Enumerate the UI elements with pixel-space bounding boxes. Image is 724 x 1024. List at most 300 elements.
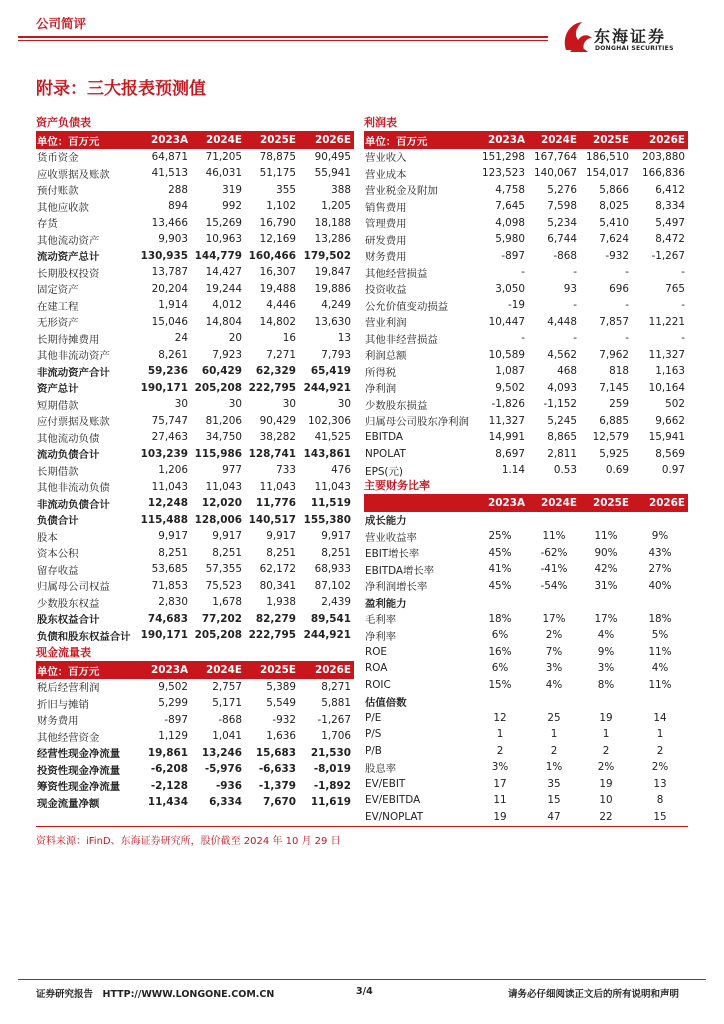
row-value: -1,892 xyxy=(313,779,351,792)
row-value: 696 xyxy=(609,282,629,295)
header-rule xyxy=(18,36,548,38)
row-value: 1,102 xyxy=(266,200,296,213)
row-value: 4,562 xyxy=(547,348,577,361)
row-value: 19,488 xyxy=(259,282,296,295)
row-value: 7,645 xyxy=(495,200,525,213)
row-value: 205,208 xyxy=(194,629,242,642)
table-header-row xyxy=(364,495,688,512)
row-label: 少数股东损益 xyxy=(365,399,428,412)
table-row xyxy=(364,347,688,364)
row-label: 留存收益 xyxy=(37,564,79,577)
row-value: 45% xyxy=(488,579,512,592)
row-value: 20 xyxy=(228,332,242,345)
row-value: 11% xyxy=(648,645,672,658)
row-label: ROA xyxy=(365,662,388,675)
row-value: 90,495 xyxy=(314,150,351,163)
row-value: - xyxy=(681,266,685,279)
row-label: 在建工程 xyxy=(37,300,79,313)
table-row xyxy=(364,743,688,760)
row-value: 15,269 xyxy=(205,216,242,229)
table-row xyxy=(364,330,688,347)
row-value: 11,519 xyxy=(310,497,351,510)
row-value: 9% xyxy=(597,645,615,658)
report-type-tag: 公司简评 xyxy=(36,16,87,31)
row-value: -868 xyxy=(218,713,242,726)
table-row xyxy=(36,728,354,745)
row-label: 研发费用 xyxy=(365,234,407,247)
row-value: 90% xyxy=(594,546,618,559)
row-value: 1,129 xyxy=(158,730,188,743)
cash-flow-block xyxy=(36,644,354,811)
row-value: 8,334 xyxy=(655,200,685,213)
row-value: 222,795 xyxy=(248,381,296,394)
row-value: 62,329 xyxy=(255,365,296,378)
row-value: 11 xyxy=(493,794,507,807)
row-value: 34,750 xyxy=(205,431,242,444)
row-value: - xyxy=(625,266,629,279)
row-value: 17% xyxy=(594,612,618,625)
row-value: 10,447 xyxy=(488,315,525,328)
table-row xyxy=(364,545,688,562)
row-value: 5,866 xyxy=(599,183,629,196)
row-value: 35 xyxy=(547,777,561,790)
header-year: 2026E xyxy=(632,132,688,149)
row-value: 11,327 xyxy=(488,414,525,427)
row-label: 其他非经营损益 xyxy=(365,333,438,346)
row-value: 9,662 xyxy=(655,414,685,427)
row-value: - xyxy=(573,299,577,312)
row-label: 资本公积 xyxy=(37,548,79,561)
row-value: 115,488 xyxy=(140,513,188,526)
row-value: 5,549 xyxy=(266,697,296,710)
row-value: 82,279 xyxy=(255,612,296,625)
footer-disclaimer: 请务必仔细阅读正文后的所有说明和声明 xyxy=(508,989,680,1000)
row-label: 长期借款 xyxy=(37,465,79,478)
row-value: 68,933 xyxy=(314,563,351,576)
row-value: 2% xyxy=(545,629,563,642)
row-value: 16,790 xyxy=(259,216,296,229)
row-value: - xyxy=(573,332,577,345)
row-value: -1,267 xyxy=(651,249,685,262)
row-value: -1,152 xyxy=(543,398,577,411)
row-value: 21,530 xyxy=(310,746,351,759)
table-row xyxy=(36,248,354,265)
row-value: -936 xyxy=(215,779,242,792)
row-value: 41% xyxy=(488,563,512,576)
row-value: 8,569 xyxy=(655,447,685,460)
row-value: 87,102 xyxy=(314,579,351,592)
row-value: - xyxy=(625,299,629,312)
row-label: 流动资产总计 xyxy=(37,251,100,264)
table-row xyxy=(364,759,688,776)
row-value: 155,380 xyxy=(303,513,351,526)
row-value: 15 xyxy=(653,810,667,823)
row-value: 190,171 xyxy=(140,629,188,642)
row-value: 8% xyxy=(597,678,615,691)
row-value: 46,031 xyxy=(205,167,242,180)
row-value: -6,208 xyxy=(150,763,188,776)
row-value: 288 xyxy=(168,183,188,196)
table-row xyxy=(364,611,688,628)
row-value: 222,795 xyxy=(248,629,296,642)
row-label: EV/NOPLAT xyxy=(365,810,424,823)
row-value: 167,764 xyxy=(534,150,577,163)
row-value: 7,857 xyxy=(599,315,629,328)
table-row xyxy=(364,561,688,578)
header-year: 2026E xyxy=(299,132,354,149)
table-row xyxy=(36,627,354,644)
row-label: 负债合计 xyxy=(37,515,79,528)
row-value: - xyxy=(521,266,525,279)
row-value: 12 xyxy=(493,711,507,724)
table-row xyxy=(36,215,354,232)
row-value: 11% xyxy=(594,530,618,543)
row-value: 41,513 xyxy=(151,167,188,180)
row-value: 140,517 xyxy=(248,513,296,526)
logo-name-en: DONGHAI SECURITIES xyxy=(595,45,674,52)
row-value: 1.14 xyxy=(501,464,525,477)
header-year: 2023A xyxy=(136,662,191,679)
row-value: 5,245 xyxy=(547,414,577,427)
row-value: 1,706 xyxy=(321,730,351,743)
row-value: 5,881 xyxy=(321,697,351,710)
row-value: 4% xyxy=(597,629,615,642)
row-value: 30 xyxy=(228,398,242,411)
row-value: 17% xyxy=(542,612,566,625)
row-label: 财务费用 xyxy=(37,715,79,728)
table-row xyxy=(36,745,354,762)
ratios-table xyxy=(364,495,688,825)
row-value: 17 xyxy=(493,777,507,790)
row-value: 8,251 xyxy=(266,546,296,559)
row-value: 45% xyxy=(488,546,512,559)
row-label: 负债和股东权益合计 xyxy=(37,630,131,643)
row-value: 25% xyxy=(488,530,512,543)
row-value: 80,341 xyxy=(259,579,296,592)
table-row xyxy=(364,644,688,661)
row-label: 流动负债合计 xyxy=(37,449,100,462)
footer-website: 证券研究报告 HTTP://WWW.LONGONE.COM.CN xyxy=(36,989,275,1000)
table-row xyxy=(36,512,354,529)
row-value: -1,267 xyxy=(317,713,351,726)
row-value: 154,017 xyxy=(586,167,629,180)
row-value: 12,579 xyxy=(592,431,629,444)
row-value: 11,043 xyxy=(259,480,296,493)
row-value: 733 xyxy=(276,464,296,477)
row-value: 3% xyxy=(597,662,615,675)
row-value: -868 xyxy=(553,249,577,262)
row-label: 利润总额 xyxy=(365,350,407,363)
row-value: 75,523 xyxy=(205,579,242,592)
row-value: 14,802 xyxy=(259,315,296,328)
row-label: 无形资产 xyxy=(37,317,79,330)
table-row xyxy=(364,215,688,232)
row-value: 1,206 xyxy=(158,464,188,477)
row-value: 1,087 xyxy=(495,365,525,378)
row-value: -41% xyxy=(540,563,568,576)
row-value: 18% xyxy=(488,612,512,625)
row-value: - xyxy=(681,299,685,312)
row-value: 5,276 xyxy=(547,183,577,196)
row-value: -5,976 xyxy=(204,763,242,776)
row-value: 992 xyxy=(222,200,242,213)
header-year: 2026E xyxy=(299,662,354,679)
row-label: 成长能力 xyxy=(365,515,407,528)
row-value: 27,463 xyxy=(151,431,188,444)
row-value: 19 xyxy=(599,711,613,724)
table-row xyxy=(36,578,354,595)
cash-flow-table xyxy=(36,662,354,811)
row-label: 净利率 xyxy=(365,630,397,643)
table-row xyxy=(36,794,354,811)
row-value: 894 xyxy=(168,200,188,213)
balance-sheet-title: 资产负债表 xyxy=(36,114,354,132)
header-unit: 单位：百万元 xyxy=(364,132,472,149)
row-value: 1,678 xyxy=(212,596,242,609)
row-value: 51,175 xyxy=(259,167,296,180)
table-row xyxy=(364,446,688,463)
row-value: 71,205 xyxy=(205,150,242,163)
row-value: 1 xyxy=(602,728,610,741)
row-value: 11,434 xyxy=(147,796,188,809)
row-value: -19 xyxy=(508,299,525,312)
row-value: 115,986 xyxy=(194,447,242,460)
row-value: 5% xyxy=(651,629,669,642)
row-value: -1,826 xyxy=(491,398,525,411)
row-value: 8,271 xyxy=(321,680,351,693)
row-value: 128,741 xyxy=(248,447,296,460)
row-label: 营业收益率 xyxy=(365,531,417,544)
row-value: 1,636 xyxy=(266,730,296,743)
row-value: 13,787 xyxy=(151,266,188,279)
row-value: 140,067 xyxy=(534,167,577,180)
row-value: 160,466 xyxy=(248,249,296,262)
table-row xyxy=(36,429,354,446)
row-value: 59,236 xyxy=(147,365,188,378)
row-value: 8,865 xyxy=(547,431,577,444)
row-label: EBITDA xyxy=(365,431,404,444)
table-row xyxy=(36,695,354,712)
row-label: 其他经营资金 xyxy=(37,731,100,744)
row-label: 其他流动资产 xyxy=(37,234,100,247)
table-row xyxy=(36,396,354,413)
header-year: 2023A xyxy=(136,132,191,149)
row-value: 7,793 xyxy=(321,348,351,361)
row-value: 19,861 xyxy=(147,746,188,759)
row-value: 75,747 xyxy=(151,414,188,427)
row-value: 0.53 xyxy=(553,464,577,477)
row-label: 所得税 xyxy=(365,366,397,379)
row-value: 2 xyxy=(602,744,610,757)
row-value: 8,261 xyxy=(158,348,188,361)
row-value: 9,917 xyxy=(158,530,188,543)
row-value: 1,205 xyxy=(321,200,351,213)
row-value: 5,410 xyxy=(599,216,629,229)
row-value: 30 xyxy=(174,398,188,411)
row-label: 税后经营利润 xyxy=(37,682,100,695)
table-row xyxy=(36,446,354,463)
row-label: P/B xyxy=(365,744,382,757)
row-label: 筹资性现金净流量 xyxy=(37,781,121,794)
row-value: 5,497 xyxy=(655,216,685,229)
row-label: 营业税金及附加 xyxy=(365,185,438,198)
table-row xyxy=(364,693,688,710)
source-rule xyxy=(36,826,688,827)
row-value: 64,871 xyxy=(151,150,188,163)
row-label: 其他流动负债 xyxy=(37,432,100,445)
table-row xyxy=(364,413,688,430)
row-label: 存货 xyxy=(37,218,58,231)
row-label: 应收票据及账款 xyxy=(37,168,110,181)
row-value: 14,804 xyxy=(205,315,242,328)
row-value: 1 xyxy=(550,728,558,741)
row-value: 11,619 xyxy=(310,796,351,809)
row-value: 7,923 xyxy=(212,348,242,361)
row-value xyxy=(528,512,580,529)
table-row xyxy=(36,528,354,545)
row-value: 2,757 xyxy=(212,680,242,693)
row-value: 55,941 xyxy=(314,167,351,180)
table-row xyxy=(36,182,354,199)
row-value: 476 xyxy=(331,464,351,477)
row-label: 公允价值变动损益 xyxy=(365,300,449,313)
table-row xyxy=(364,314,688,331)
table-row xyxy=(36,712,354,729)
table-row xyxy=(364,677,688,694)
row-value: - xyxy=(681,332,685,345)
row-value: -54% xyxy=(540,579,568,592)
row-value: 30 xyxy=(282,398,296,411)
row-value: 10 xyxy=(599,794,613,807)
row-value: 128,006 xyxy=(194,513,242,526)
row-value: 4% xyxy=(545,678,563,691)
row-value: -897 xyxy=(501,249,525,262)
row-value: 0.69 xyxy=(605,464,629,477)
row-value: 5,925 xyxy=(599,447,629,460)
row-value: -62% xyxy=(540,546,568,559)
ratios-block xyxy=(364,477,688,825)
row-value: 19,886 xyxy=(314,282,351,295)
income-statement-title: 利润表 xyxy=(364,114,688,132)
row-label: 其他非流动资产 xyxy=(37,350,110,363)
row-value: 103,239 xyxy=(140,447,188,460)
row-value: 166,836 xyxy=(642,167,685,180)
table-row xyxy=(36,761,354,778)
row-value xyxy=(632,693,688,710)
row-value: 11,043 xyxy=(314,480,351,493)
row-value: -1,379 xyxy=(258,779,296,792)
row-label: 固定资产 xyxy=(37,284,79,297)
table-row xyxy=(36,462,354,479)
row-value: 144,779 xyxy=(194,249,242,262)
row-value: 93 xyxy=(563,282,577,295)
row-label: 股息率 xyxy=(365,762,397,775)
page-title: 附录：三大报表预测值 xyxy=(36,79,206,99)
row-value xyxy=(472,594,528,611)
ratios-title: 主要财务比率 xyxy=(364,477,688,495)
table-row xyxy=(364,281,688,298)
table-row xyxy=(364,380,688,397)
row-value xyxy=(632,594,688,611)
table-row xyxy=(364,182,688,199)
table-row xyxy=(36,281,354,298)
header-year: 2025E xyxy=(580,132,632,149)
row-value xyxy=(580,512,632,529)
header-year: 2023A xyxy=(472,495,528,512)
row-value: 90,429 xyxy=(259,414,296,427)
table-row xyxy=(364,165,688,182)
income-statement-block xyxy=(364,114,688,479)
row-value: 2% xyxy=(597,761,615,774)
table-row xyxy=(36,231,354,248)
row-value: 130,935 xyxy=(140,249,188,262)
row-value: 2 xyxy=(656,744,664,757)
table-header-row xyxy=(364,132,688,149)
table-row xyxy=(36,778,354,795)
row-value: 1 xyxy=(496,728,504,741)
table-row xyxy=(364,149,688,166)
row-value: 102,306 xyxy=(308,414,351,427)
row-value: 81,206 xyxy=(205,414,242,427)
row-value: 205,208 xyxy=(194,381,242,394)
table-row xyxy=(364,660,688,677)
row-value: 13,246 xyxy=(201,746,242,759)
row-value: 14 xyxy=(653,711,667,724)
table-row xyxy=(364,792,688,809)
table-row xyxy=(364,231,688,248)
row-value: 22 xyxy=(599,810,613,823)
row-value: 53,685 xyxy=(151,563,188,576)
row-label: 净利润 xyxy=(365,383,397,396)
table-row xyxy=(36,198,354,215)
row-value xyxy=(528,693,580,710)
row-label: 折旧与摊销 xyxy=(37,698,89,711)
row-label: 管理费用 xyxy=(365,218,407,231)
row-label: 盈利能力 xyxy=(365,597,407,610)
row-value: 12,248 xyxy=(147,497,188,510)
row-value: 62,172 xyxy=(259,563,296,576)
row-value xyxy=(472,693,528,710)
row-value: 78,875 xyxy=(259,150,296,163)
row-value: 1,163 xyxy=(655,365,685,378)
row-label: EV/EBIT xyxy=(365,777,406,790)
table-row xyxy=(364,528,688,545)
header-year: 2026E xyxy=(632,495,688,512)
row-value: 1,914 xyxy=(158,299,188,312)
row-value: - xyxy=(573,266,577,279)
row-value: 13,466 xyxy=(151,216,188,229)
row-value: 7,271 xyxy=(266,348,296,361)
row-label: 其他非流动负债 xyxy=(37,482,110,495)
row-value: 4,446 xyxy=(266,299,296,312)
table-row xyxy=(364,396,688,413)
row-value: 11,043 xyxy=(205,480,242,493)
row-value: 8,025 xyxy=(599,200,629,213)
row-value: 77,202 xyxy=(201,612,242,625)
row-value: 19,244 xyxy=(205,282,242,295)
row-label: 应付票据及账款 xyxy=(37,416,110,429)
row-value: 151,298 xyxy=(482,150,525,163)
row-value: 71,853 xyxy=(151,579,188,592)
row-value: 259 xyxy=(609,398,629,411)
balance-sheet-block xyxy=(36,114,354,644)
row-label: EV/EBITDA xyxy=(365,794,421,807)
row-value: 8,472 xyxy=(655,233,685,246)
balance-sheet-table xyxy=(36,132,354,644)
row-value: 38,282 xyxy=(259,431,296,444)
row-value: 7,598 xyxy=(547,200,577,213)
row-label: 长期待摊费用 xyxy=(37,333,100,346)
